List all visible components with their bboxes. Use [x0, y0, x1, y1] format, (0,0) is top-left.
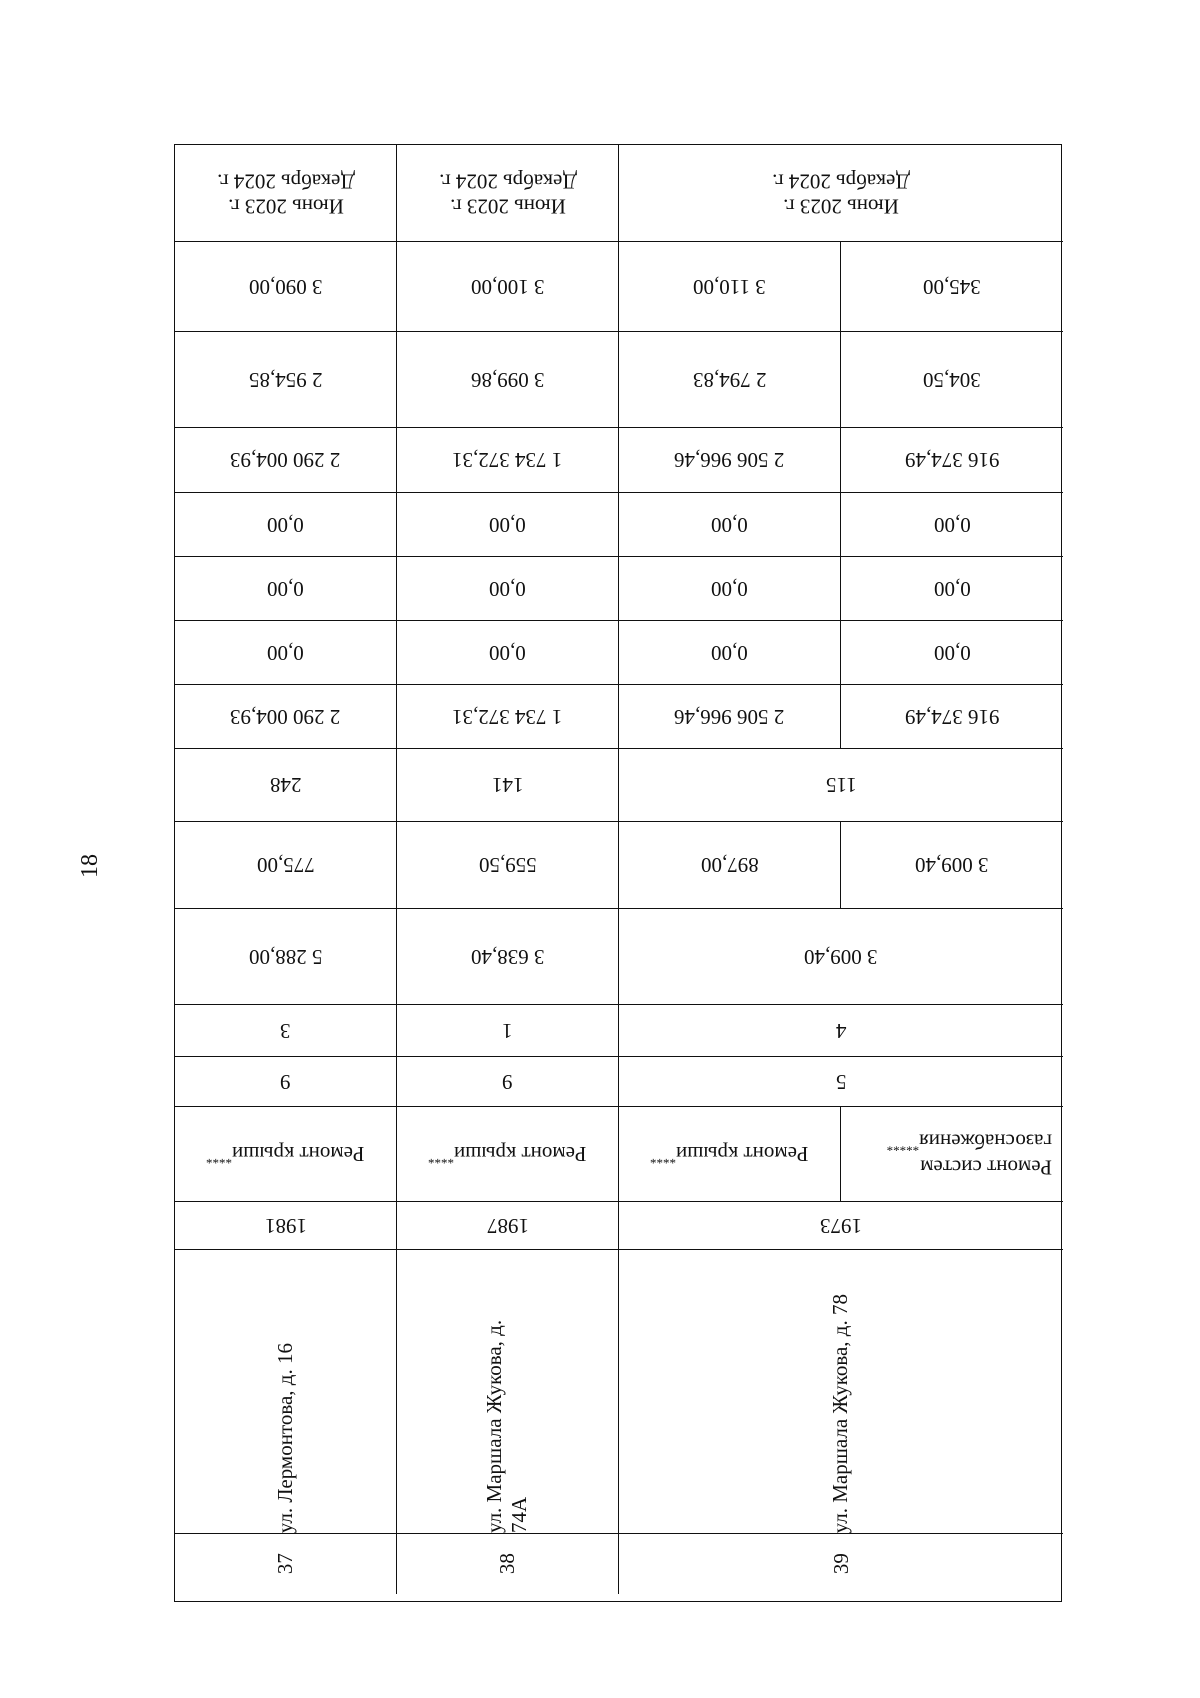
zero-a-37: 0,00 — [175, 493, 397, 557]
cost-main-38: 1 734 372,31 — [397, 428, 619, 493]
area-39: 3 009,40 — [619, 909, 1063, 1005]
volume-38: 559,50 — [397, 822, 619, 909]
zero-a-39-roof: 0,00 — [619, 493, 841, 557]
floors-39: 5 — [619, 1057, 1063, 1107]
year-37: 1981 — [175, 1202, 397, 1250]
entrances-39: 4 — [619, 1005, 1063, 1057]
limit-cost-39-gas: 345,00 — [841, 242, 1063, 332]
work-39-roof: Ремонт крыши**** — [619, 1107, 841, 1202]
zero-c-38: 0,00 — [397, 621, 619, 685]
address-38: ул. Маршала Жукова, д. 74А — [397, 1250, 619, 1534]
volume-37: 775,00 — [175, 822, 397, 909]
address-37: ул. Лермонтова, д. 16 — [175, 1250, 397, 1534]
zero-b-39-gas: 0,00 — [841, 557, 1063, 621]
period-cell-38: Июнь 2023 г. Декабрь 2024 г. — [397, 145, 619, 242]
unit-cost-39-roof: 2 794,83 — [619, 332, 841, 428]
work-39-gas: Ремонт систем газоснабжения***** — [841, 1107, 1063, 1202]
volume-39-roof: 897,00 — [619, 822, 841, 909]
year-38: 1987 — [397, 1202, 619, 1250]
limit-cost-39-roof: 3 110,00 — [619, 242, 841, 332]
page-number: 18 — [76, 854, 103, 878]
count-39: 115 — [619, 749, 1063, 822]
address-39: ул. Маршала Жукова, д. 78 — [619, 1250, 1063, 1534]
period-cell-39: Июнь 2023 г. Декабрь 2024 г. — [619, 145, 1063, 242]
cost-main-39-gas: 916 374,49 — [841, 428, 1063, 493]
work-38: Ремонт крыши**** — [397, 1107, 619, 1202]
cost-main-39-roof: 2 506 966,46 — [619, 428, 841, 493]
count-38: 141 — [397, 749, 619, 822]
zero-a-39-gas: 0,00 — [841, 493, 1063, 557]
zero-b-38: 0,00 — [397, 557, 619, 621]
zero-c-37: 0,00 — [175, 621, 397, 685]
area-38: 3 638,40 — [397, 909, 619, 1005]
zero-c-39-roof: 0,00 — [619, 621, 841, 685]
year-39: 1973 — [619, 1202, 1063, 1250]
area-37: 5 288,00 — [175, 909, 397, 1005]
limit-cost-37: 3 090,00 — [175, 242, 397, 332]
row-number-37: 37 — [175, 1534, 397, 1594]
zero-c-39-gas: 0,00 — [841, 621, 1063, 685]
zero-b-37: 0,00 — [175, 557, 397, 621]
work-37: Ремонт крыши**** — [175, 1107, 397, 1202]
floors-38: 9 — [397, 1057, 619, 1107]
cost-total-39-gas: 916 374,49 — [841, 685, 1063, 749]
zero-a-38: 0,00 — [397, 493, 619, 557]
cost-main-37: 2 290 004,93 — [175, 428, 397, 493]
works-table — [174, 144, 1062, 1602]
floors-37: 9 — [175, 1057, 397, 1107]
cost-total-37: 2 290 004,93 — [175, 685, 397, 749]
volume-39-gas: 3 009,40 — [841, 822, 1063, 909]
zero-b-39-roof: 0,00 — [619, 557, 841, 621]
entrances-38: 1 — [397, 1005, 619, 1057]
unit-cost-38: 3 099,86 — [397, 332, 619, 428]
entrances-37: 3 — [175, 1005, 397, 1057]
row-number-38: 38 — [397, 1534, 619, 1594]
unit-cost-39-gas: 304,50 — [841, 332, 1063, 428]
period-cell-37: Июнь 2023 г. Декабрь 2024 г. — [175, 145, 397, 242]
count-37: 248 — [175, 749, 397, 822]
row-number-39: 39 — [828, 1553, 853, 1575]
limit-cost-38: 3 100,00 — [397, 242, 619, 332]
cost-total-39-roof: 2 506 966,46 — [619, 685, 841, 749]
cost-total-38: 1 734 372,31 — [397, 685, 619, 749]
unit-cost-37: 2 954,85 — [175, 332, 397, 428]
